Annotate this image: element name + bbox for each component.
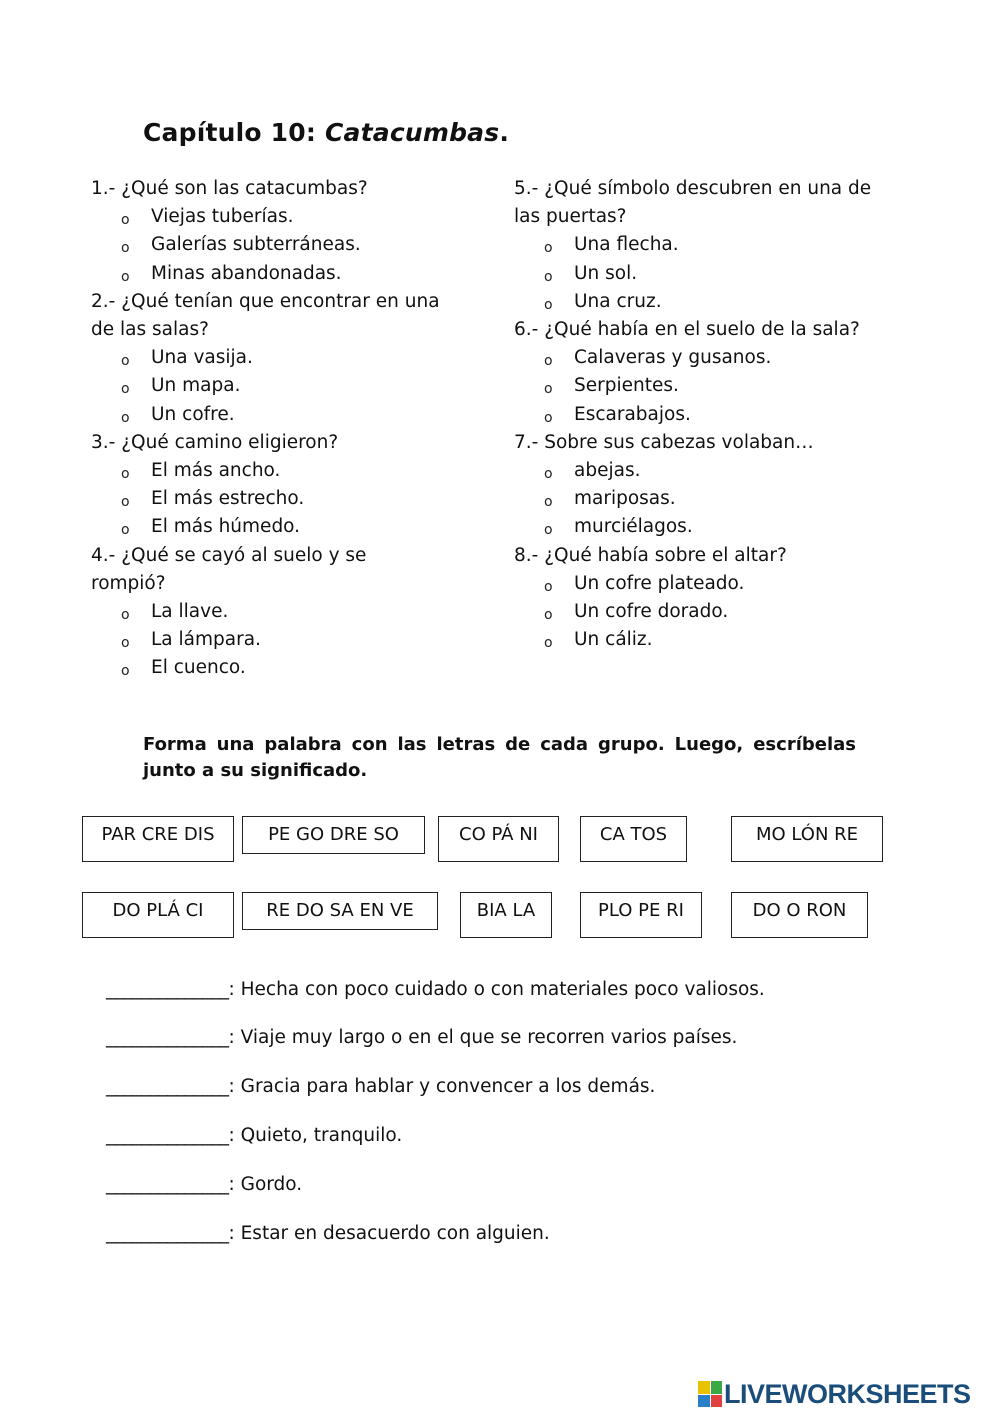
question-5-line-2: las puertas? xyxy=(514,206,627,228)
question-8: 8.- ¿Qué había sobre el altar? xyxy=(514,544,787,566)
letter-group-box: CO PÁ NI xyxy=(438,816,559,862)
option-label: La lámpara. xyxy=(151,629,261,651)
bullet-icon: o xyxy=(544,635,553,652)
bullet-icon: o xyxy=(544,494,553,511)
option-2c[interactable] xyxy=(91,401,491,429)
option-4a[interactable] xyxy=(91,598,491,626)
bullet-icon: o xyxy=(544,522,553,539)
option-label: Serpientes. xyxy=(574,375,679,397)
bullet-icon: o xyxy=(121,268,130,285)
option-1c[interactable] xyxy=(91,260,491,288)
letter-group-box: MO LÓN RE xyxy=(731,816,883,862)
bullet-icon: o xyxy=(121,353,130,370)
option-5c[interactable] xyxy=(514,288,924,316)
logo-square xyxy=(698,1381,710,1394)
logo-mark-icon xyxy=(698,1381,722,1407)
question-7: 7.- Sobre sus cabezas volaban… xyxy=(514,431,814,453)
option-label: Un cofre plateado. xyxy=(574,572,745,594)
option-label: Un mapa. xyxy=(151,375,241,397)
option-4c[interactable] xyxy=(91,654,491,682)
answer-blank[interactable]: ______________ xyxy=(106,1223,229,1244)
question-4-line-1: 4.- ¿Qué se cayó al suelo y se xyxy=(91,544,367,566)
option-label: Un cáliz. xyxy=(574,629,653,651)
definition-text: : Gordo. xyxy=(228,1174,303,1195)
definition-row xyxy=(106,1027,737,1048)
definition-text: : Gracia para hablar y convencer a los demás. xyxy=(228,1076,656,1097)
option-8c[interactable] xyxy=(514,626,924,654)
option-2a[interactable] xyxy=(91,344,491,372)
definition-row xyxy=(106,1076,655,1097)
option-4b[interactable] xyxy=(91,626,491,654)
option-7a[interactable] xyxy=(514,457,924,485)
title-suffix: . xyxy=(499,118,510,147)
option-8b[interactable] xyxy=(514,598,924,626)
definition-row xyxy=(106,1223,550,1244)
bullet-icon: o xyxy=(544,607,553,624)
bullet-icon: o xyxy=(121,494,130,511)
letter-group-box: DO PLÁ CI xyxy=(82,892,234,938)
questions-left-column xyxy=(91,175,491,683)
bullet-icon: o xyxy=(544,578,553,595)
question-4-line-2: rompió? xyxy=(91,572,166,594)
option-label: La llave. xyxy=(151,601,229,623)
option-1a[interactable] xyxy=(91,203,491,231)
question-6: 6.- ¿Qué había en el suelo de la sala? xyxy=(514,319,860,341)
answer-blank[interactable]: ______________ xyxy=(106,1174,229,1195)
question-3: 3.- ¿Qué camino eligieron? xyxy=(91,431,339,453)
option-label: El más húmedo. xyxy=(151,516,301,538)
option-7b[interactable] xyxy=(514,485,924,513)
answer-blank[interactable]: ______________ xyxy=(106,979,229,1000)
bullet-icon: o xyxy=(544,296,553,313)
title-italic: Catacumbas xyxy=(324,118,500,147)
option-label: Una cruz. xyxy=(574,290,662,312)
option-label: Galerías subterráneas. xyxy=(151,234,361,256)
question-1: 1.- ¿Qué son las catacumbas? xyxy=(91,178,368,199)
option-label: murciélagos. xyxy=(574,516,693,538)
bullet-icon: o xyxy=(544,268,553,285)
option-6a[interactable] xyxy=(514,344,924,372)
option-label: Una vasija. xyxy=(151,347,253,369)
letter-group-box: CA TOS xyxy=(580,816,687,862)
option-6c[interactable] xyxy=(514,401,924,429)
bullet-icon: o xyxy=(544,381,553,398)
option-3c[interactable] xyxy=(91,513,491,541)
option-3a[interactable] xyxy=(91,457,491,485)
option-label: Calaveras y gusanos. xyxy=(574,347,772,369)
option-label: Minas abandonadas. xyxy=(151,262,342,284)
bullet-icon: o xyxy=(544,409,553,426)
bullet-icon: o xyxy=(121,635,130,652)
bullet-icon: o xyxy=(544,240,553,257)
questions-right-column xyxy=(514,175,924,654)
option-label: Viejas tuberías. xyxy=(151,206,294,228)
letter-group-box: PLO PE RI xyxy=(580,892,702,938)
definition-row xyxy=(106,979,765,1000)
bullet-icon: o xyxy=(121,212,130,229)
option-label: El más ancho. xyxy=(151,460,281,482)
option-5a[interactable] xyxy=(514,231,924,259)
instruction-text: Forma una palabra con las letras de cada grupo. Luego, escríbelas junto a su significado. xyxy=(143,734,856,781)
question-5-line-1: 5.- ¿Qué símbolo descubren en una de xyxy=(514,178,872,199)
option-8a[interactable] xyxy=(514,570,924,598)
option-5b[interactable] xyxy=(514,260,924,288)
answer-blank[interactable]: ______________ xyxy=(106,1076,229,1097)
logo-square xyxy=(711,1395,723,1408)
page-title xyxy=(143,118,509,147)
definition-text: : Quieto, tranquilo. xyxy=(228,1125,403,1146)
bullet-icon: o xyxy=(121,409,130,426)
letter-group-box: RE DO SA EN VE xyxy=(242,892,438,930)
option-7c[interactable] xyxy=(514,513,924,541)
definition-row xyxy=(106,1174,302,1195)
option-label: Una flecha. xyxy=(574,234,679,256)
letter-group-box: PE GO DRE SO xyxy=(242,816,425,854)
bullet-icon: o xyxy=(121,240,130,257)
option-label: Un cofre dorado. xyxy=(574,601,729,623)
option-label: mariposas. xyxy=(574,488,676,510)
option-label: Escarabajos. xyxy=(574,403,691,425)
logo-square xyxy=(698,1395,710,1408)
bullet-icon: o xyxy=(121,381,130,398)
answer-blank[interactable]: ______________ xyxy=(106,1125,229,1146)
definition-text: : Viaje muy largo o en el que se recorren varios países. xyxy=(228,1027,738,1048)
option-1b[interactable] xyxy=(91,231,491,259)
liveworksheets-logo xyxy=(698,1378,971,1410)
definition-text: : Hecha con poco cuidado o con materiales poco valiosos. xyxy=(228,979,765,1000)
logo-square xyxy=(711,1381,723,1394)
logo-text: LIVEWORKSHEETS xyxy=(724,1378,971,1409)
bullet-icon: o xyxy=(121,663,130,680)
bullet-icon: o xyxy=(121,522,130,539)
bullet-icon: o xyxy=(121,607,130,624)
bullet-icon: o xyxy=(544,353,553,370)
question-2-line-1: 2.- ¿Qué tenían que encontrar en una xyxy=(91,290,440,312)
question-2-line-2: de las salas? xyxy=(91,319,209,341)
option-label: Un cofre. xyxy=(151,403,235,425)
answer-blank[interactable]: ______________ xyxy=(106,1027,229,1048)
letter-group-box: PAR CRE DIS xyxy=(82,816,234,862)
option-label: El cuenco. xyxy=(151,657,246,679)
option-label: Un sol. xyxy=(574,262,638,284)
option-3b[interactable] xyxy=(91,485,491,513)
option-6b[interactable] xyxy=(514,372,924,400)
definition-text: : Estar en desacuerdo con alguien. xyxy=(228,1223,550,1244)
option-label: abejas. xyxy=(574,460,641,482)
option-label: El más estrecho. xyxy=(151,488,305,510)
bullet-icon: o xyxy=(544,466,553,483)
letter-group-box: BIA LA xyxy=(460,892,552,938)
option-2b[interactable] xyxy=(91,372,491,400)
bullet-icon: o xyxy=(121,466,130,483)
letter-group-box: DO O RON xyxy=(731,892,868,938)
definition-row xyxy=(106,1125,402,1146)
title-prefix: Capítulo 10: xyxy=(143,118,325,147)
